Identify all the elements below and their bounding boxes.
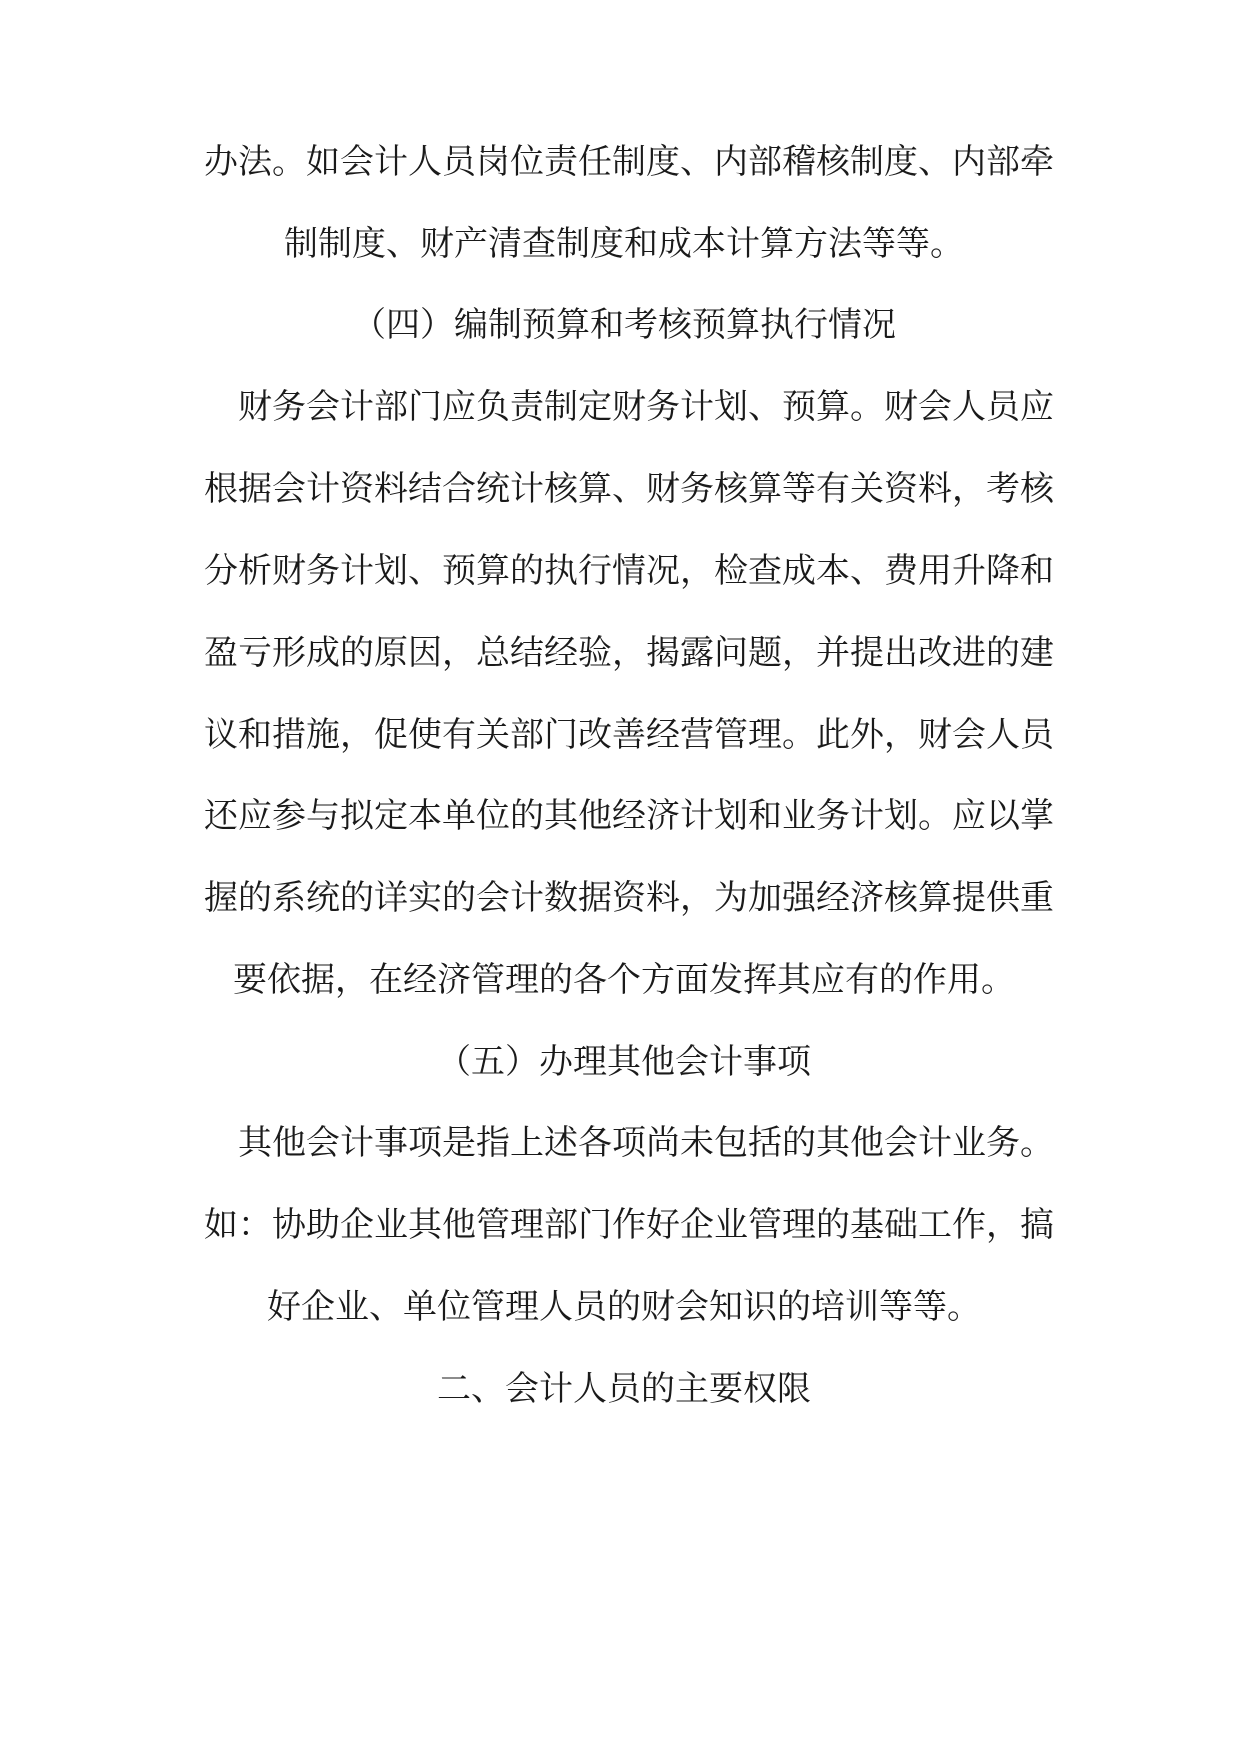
paragraph-line-6: 盈亏形成的原因，总结经验，揭露问题，并提出改进的建 (204, 633, 1054, 673)
paragraph-line-12: 如：协助企业其他管理部门作好企业管理的基础工作，搞 (204, 1205, 1054, 1245)
section-heading-5: （五）办理其他会计事项 (437, 1042, 811, 1082)
section-heading-4: （四）编制预算和考核预算执行情况 (352, 305, 896, 345)
paragraph-line-9: 握的系统的详实的会计数据资料，为加强经济核算提供重 (204, 878, 1054, 918)
paragraph-line-4: 根据会计资料结合统计核算、财务核算等有关资料，考核 (204, 469, 1054, 509)
paragraph-line-5: 分析财务计划、预算的执行情况，检查成本、费用升降和 (204, 551, 1054, 591)
paragraph-line-7: 议和措施，促使有关部门改善经营管理。此外，财会人员 (204, 715, 1054, 755)
paragraph-line-8: 还应参与拟定本单位的其他经济计划和业务计划。应以掌 (204, 796, 1054, 836)
paragraph-line-2: 制制度、财产清查制度和成本计算方法等等。 (284, 224, 964, 264)
paragraph-line-3: 财务会计部门应负责制定财务计划、预算。财会人员应 (238, 387, 1054, 427)
paragraph-line-10: 要依据，在经济管理的各个方面发挥其应有的作用。 (233, 960, 1015, 1000)
paragraph-line-13: 好企业、单位管理人员的财会知识的培训等等。 (267, 1287, 981, 1327)
paragraph-line-1: 办法。如会计人员岗位责任制度、内部稽核制度、内部牵 (204, 142, 1054, 182)
chapter-heading-2: 二、会计人员的主要权限 (437, 1369, 811, 1409)
paragraph-line-11: 其他会计事项是指上述各项尚未包括的其他会计业务。 (238, 1123, 1054, 1163)
